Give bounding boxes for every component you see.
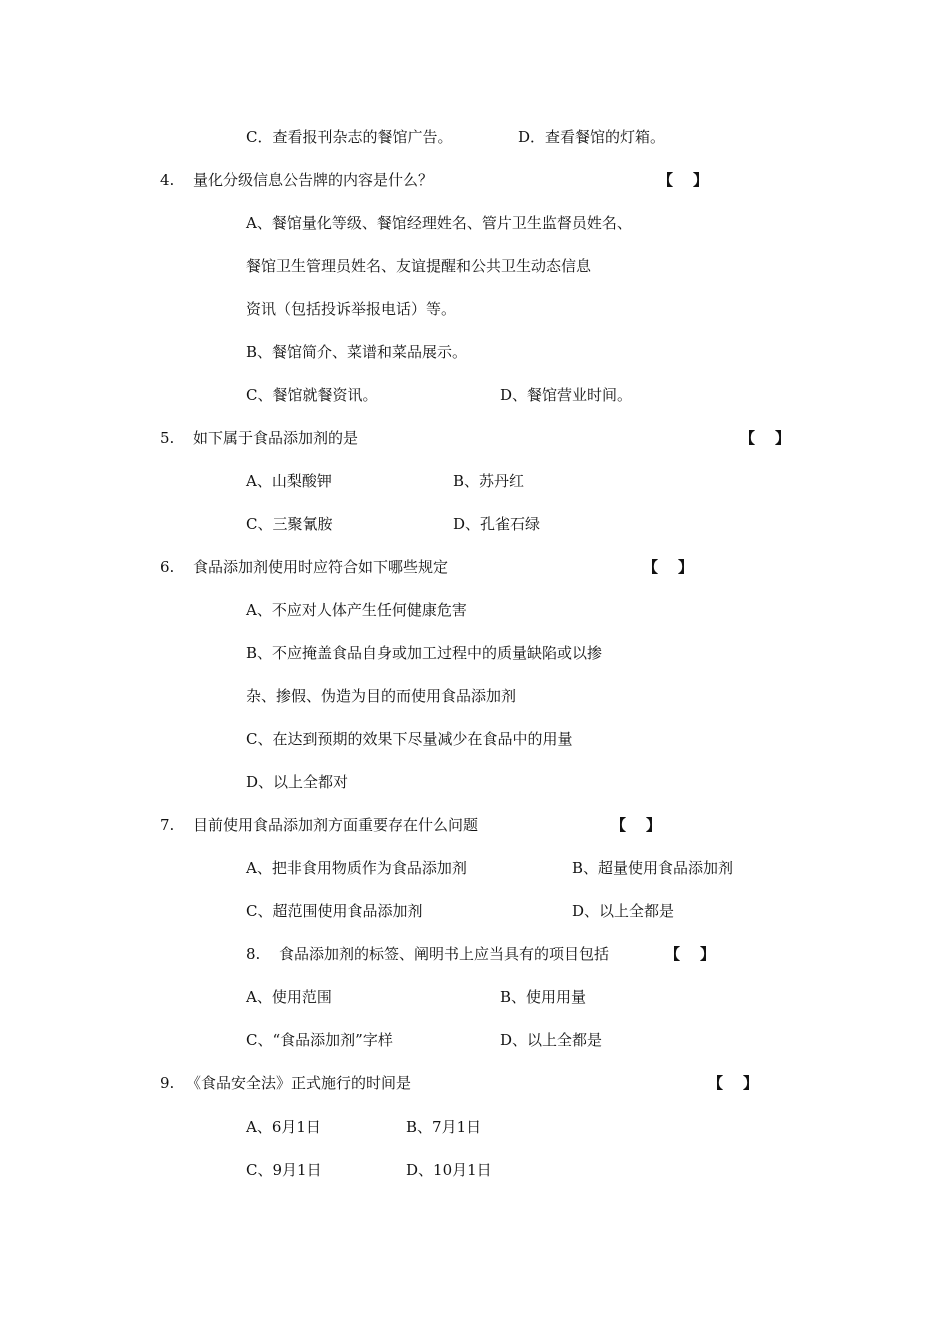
q5-number: 5. <box>160 429 175 447</box>
q5-option-d: D、孔雀石绿 <box>453 515 541 533</box>
q6-option-b-line1: B、不应掩盖食品自身或加工过程中的质量缺陷或以掺 <box>246 644 603 662</box>
bracket-close: 】 <box>743 1074 759 1092</box>
bracket-close: 】 <box>700 945 716 963</box>
q4-option-c: C、餐馆就餐资讯。 <box>246 386 378 404</box>
q9-number: 9. <box>160 1074 175 1092</box>
q5-option-b: B、苏丹红 <box>453 472 525 490</box>
bracket-open: 【 <box>643 558 659 576</box>
q6-option-d: D、以上全都对 <box>246 773 349 791</box>
q7-answer-bracket <box>611 815 661 835</box>
q3-option-c: C．查看报刊杂志的餐馆广告。 <box>246 128 453 146</box>
q8-option-a: A、使用范围 <box>246 988 332 1006</box>
q8-option-c: C、“食品添加剂”字样 <box>246 1031 393 1049</box>
q6-option-c: C、在达到预期的效果下尽量减少在食品中的用量 <box>246 730 573 748</box>
q6-question: 食品添加剂使用时应符合如下哪些规定 <box>193 558 449 576</box>
q4-answer-bracket <box>658 170 708 190</box>
q6-option-a: A、不应对人体产生任何健康危害 <box>246 601 467 619</box>
q9-option-a: A、6月1日 <box>246 1118 321 1136</box>
q4-option-d: D、餐馆营业时间。 <box>500 386 633 404</box>
q9-question: 《食品安全法》正式施行的时间是 <box>186 1074 412 1092</box>
q4-option-a-line3: 资讯（包括投诉举报电话）等。 <box>246 300 457 318</box>
q4-option-b: B、餐馆简介、菜谱和菜品展示。 <box>246 343 468 361</box>
q9-option-c: C、9月1日 <box>246 1161 322 1179</box>
q5-option-c: C、三聚氰胺 <box>246 515 333 533</box>
bracket-close: 】 <box>775 429 791 447</box>
bracket-open: 【 <box>611 816 627 834</box>
bracket-open: 【 <box>740 429 756 447</box>
q6-number: 6. <box>160 558 175 576</box>
bracket-close: 】 <box>646 816 662 834</box>
q7-option-a: A、把非食用物质作为食品添加剂 <box>246 859 467 877</box>
q9-answer-bracket <box>708 1073 758 1093</box>
q5-question: 如下属于食品添加剂的是 <box>193 429 359 447</box>
q6-option-b-line2: 杂、掺假、伪造为目的而使用食品添加剂 <box>246 687 517 705</box>
q9-option-b: B、7月1日 <box>406 1118 482 1136</box>
q5-option-a: A、山梨酸钾 <box>246 472 332 490</box>
bracket-open: 【 <box>658 171 674 189</box>
bracket-close: 】 <box>678 558 694 576</box>
q7-option-b: B、超量使用食品添加剂 <box>572 859 734 877</box>
q8-answer-bracket <box>665 944 715 964</box>
q8-number: 8. <box>246 945 261 963</box>
q7-option-d: D、以上全都是 <box>572 902 675 920</box>
q9-option-d: D、10月1日 <box>406 1161 492 1179</box>
q4-option-a-line2: 餐馆卫生管理员姓名、友谊提醒和公共卫生动态信息 <box>246 257 592 275</box>
q6-answer-bracket <box>643 557 693 577</box>
q7-number: 7. <box>160 816 175 834</box>
q4-question: 量化分级信息公告牌的内容是什么？ <box>193 171 434 189</box>
q4-number: 4. <box>160 171 175 189</box>
q7-option-c: C、超范围使用食品添加剂 <box>246 902 423 920</box>
q8-option-b: B、使用用量 <box>500 988 587 1006</box>
bracket-open: 【 <box>665 945 681 963</box>
bracket-open: 【 <box>708 1074 724 1092</box>
q7-question: 目前使用食品添加剂方面重要存在什么问题 <box>193 816 479 834</box>
bracket-close: 】 <box>693 171 709 189</box>
q3-option-d: D．查看餐馆的灯箱。 <box>518 128 666 146</box>
q4-option-a-line1: A、餐馆量化等级、餐馆经理姓名、管片卫生监督员姓名、 <box>246 214 632 232</box>
q8-option-d: D、以上全都是 <box>500 1031 603 1049</box>
q8-question: 食品添加剂的标签、阐明书上应当具有的项目包括 <box>279 945 610 963</box>
q5-answer-bracket <box>740 428 790 448</box>
